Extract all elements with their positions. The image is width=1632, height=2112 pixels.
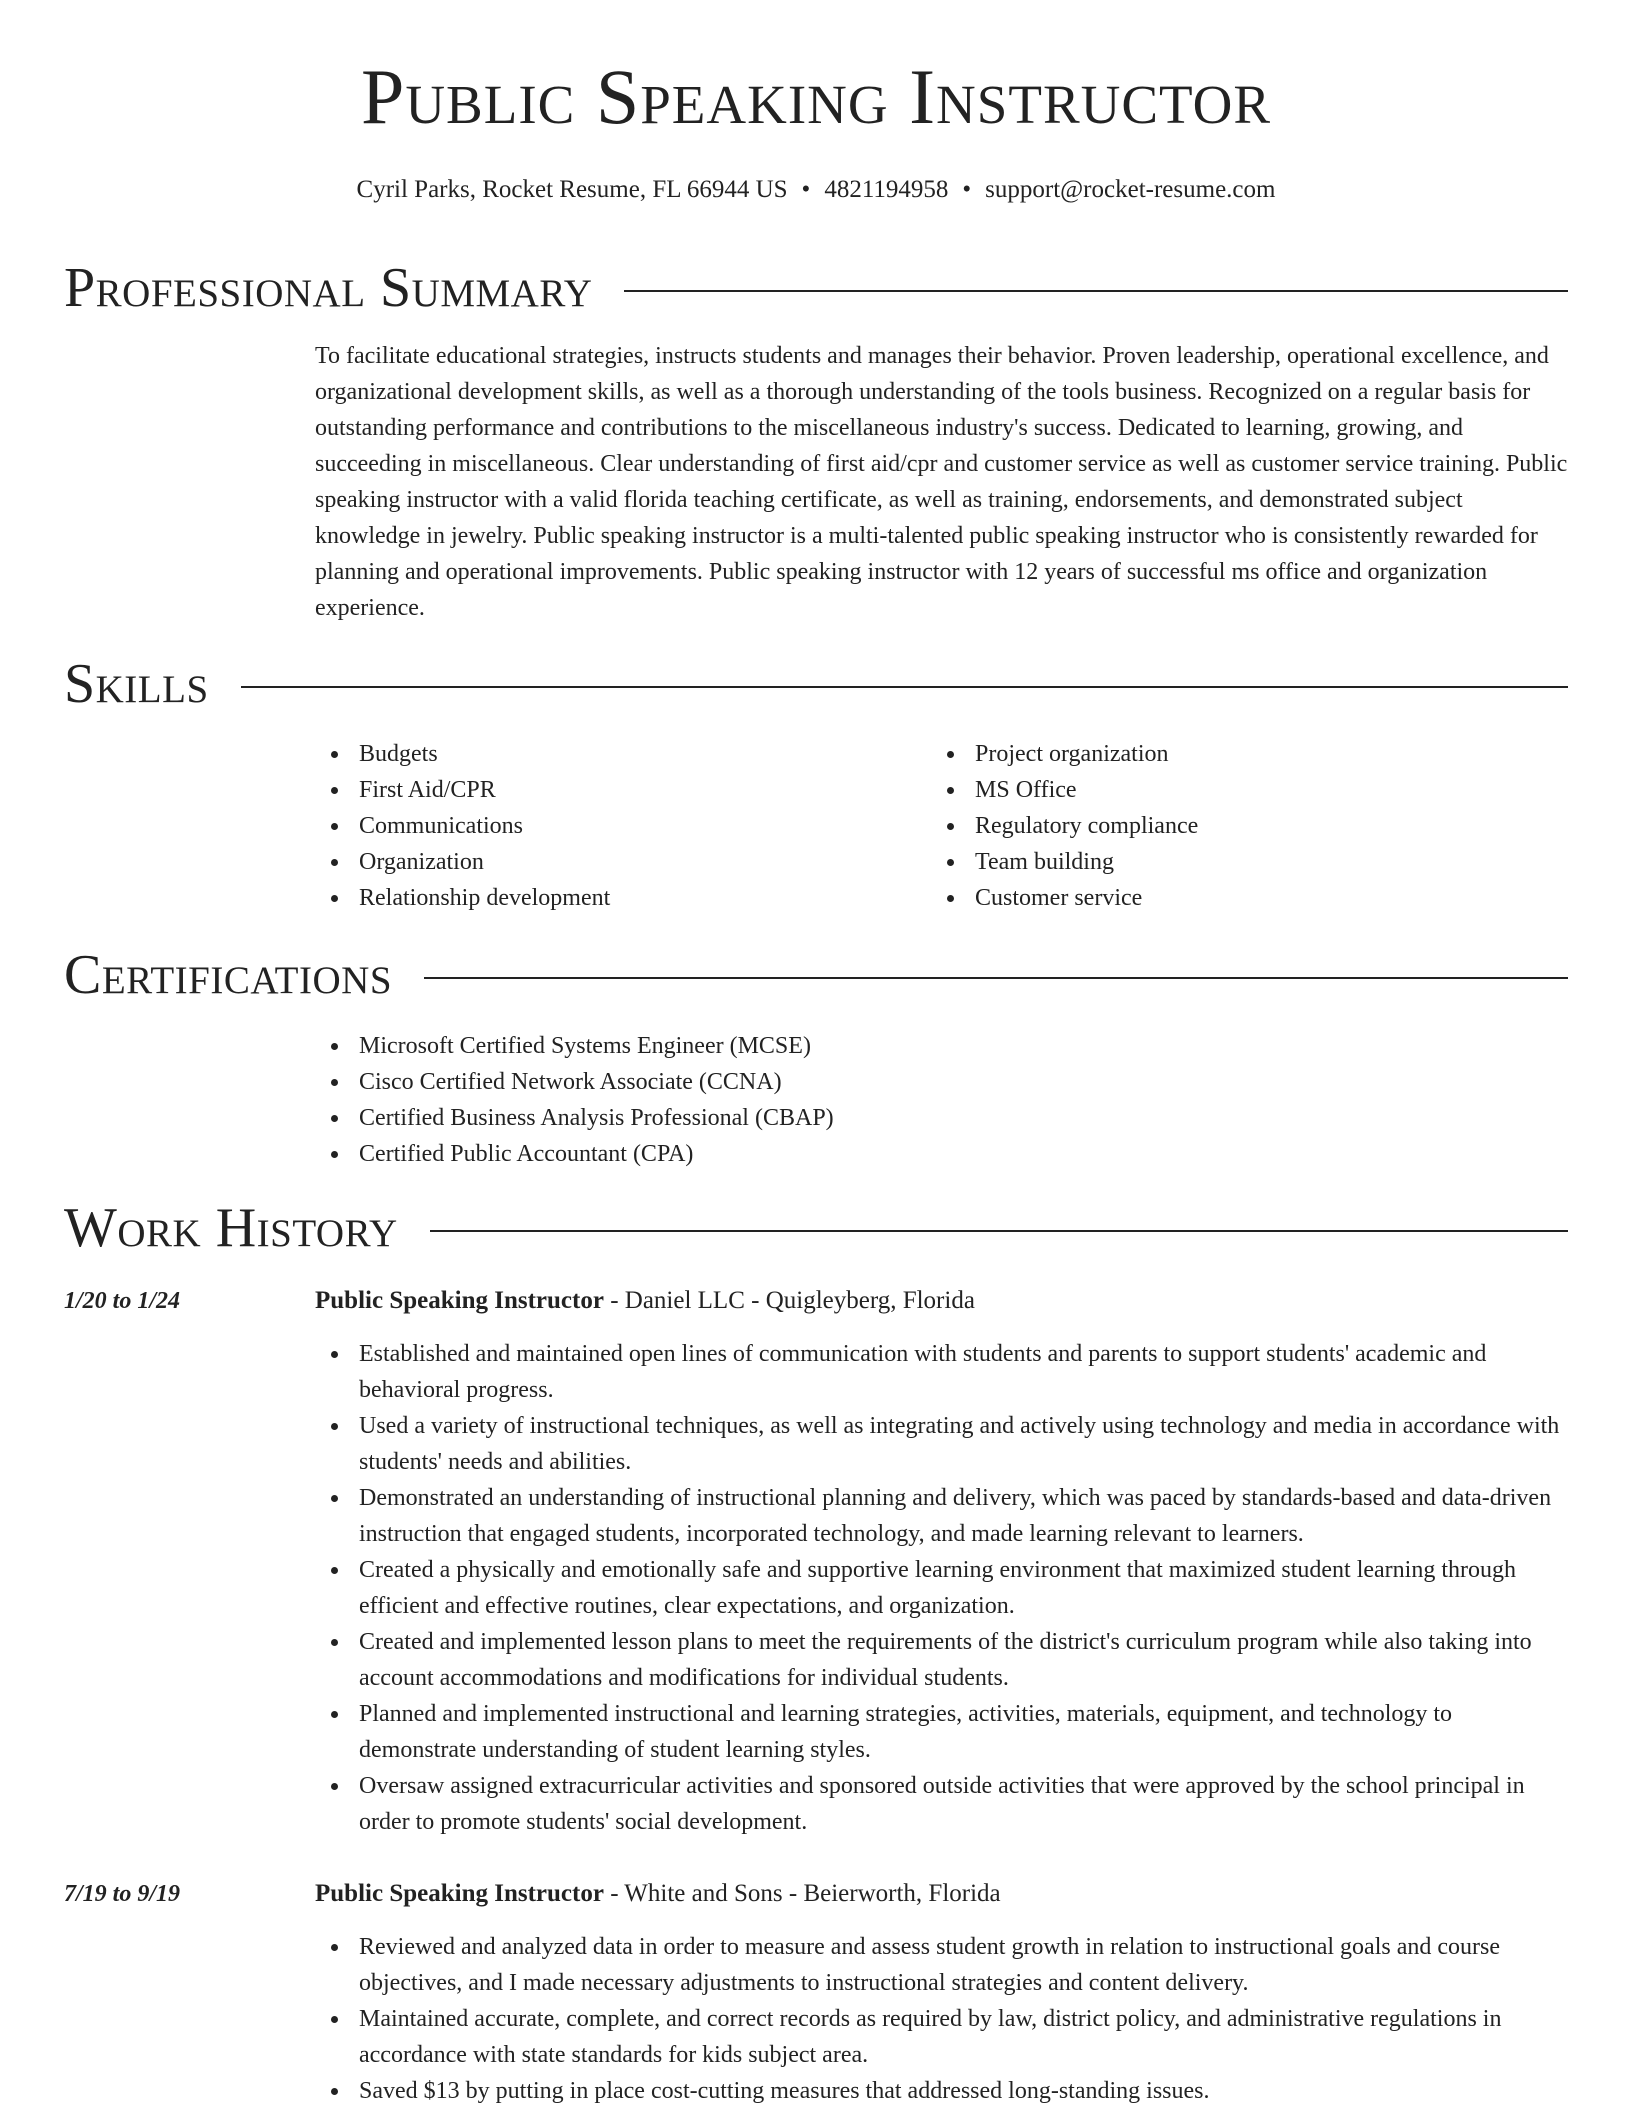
certification-item: Cisco Certified Network Associate (CCNA) [315, 1064, 1315, 1100]
skill-item: Budgets [315, 736, 875, 772]
contact-separator: • [801, 176, 811, 203]
section-heading: Work History [64, 1197, 398, 1259]
job-bullet: Created a physically and emotionally safe and supportive learning environment that maximized student learning through efficient and effective routines, clear expectations, and organization. [315, 1552, 1575, 1624]
skills-section-header [64, 653, 1568, 715]
contact-line [0, 175, 1632, 205]
job-details: - Daniel LLC - Quigleyberg, Florida [603, 1287, 975, 1314]
contact-separator: • [962, 176, 972, 203]
job-bullets [315, 1929, 1575, 2109]
skill-item: Project organization [931, 736, 1491, 772]
skill-item: Communications [315, 808, 875, 844]
job-bullet: Established and maintained open lines of communication with students and parents to support students' academic and behavioral progress. [315, 1336, 1575, 1408]
section-heading: Professional Summary [64, 257, 593, 319]
skill-item: First Aid/CPR [315, 772, 875, 808]
job-bullet: Maintained accurate, complete, and correct records as required by law, district policy, and administrative regulations in accordance with state standards for kids subject area. [315, 2001, 1575, 2073]
certification-item: Certified Public Accountant (CPA) [315, 1136, 1315, 1172]
contact-phone: 4821194958 [824, 176, 949, 203]
job-bullet: Created and implemented lesson plans to meet the requirements of the district's curriculum program while also taking into account accommodations and modifications for individual students. [315, 1624, 1575, 1696]
job-dates: 7/19 to 9/19 [64, 1881, 181, 1907]
job-bullet: Oversaw assigned extracurricular activities and sponsored outside activities that were approved by the school principal in order to promote students' social development. [315, 1768, 1575, 1840]
job-role: Public Speaking Instructor [315, 1880, 604, 1907]
page-title: Public Speaking Instructor [360, 53, 1272, 140]
job-bullet: Reviewed and analyzed data in order to measure and assess student growth in relation to instructional goals and course objectives, and I made necessary adjustments to instructional strategies and content delivery. [315, 1929, 1575, 2001]
skill-item: Relationship development [315, 880, 875, 916]
section-divider [424, 977, 1568, 979]
job-title-line [315, 1283, 975, 1319]
job-bullet: Demonstrated an understanding of instructional planning and delivery, which was paced by standards-based and data-driven instruction that engaged students, incorporated technology, and made learning relevant to learners. [315, 1480, 1575, 1552]
certifications-list [315, 1028, 1315, 1172]
job-dates: 1/20 to 1/24 [64, 1288, 181, 1314]
summary-section-header [64, 257, 1568, 319]
section-divider [430, 1230, 1568, 1232]
job-role: Public Speaking Instructor [315, 1287, 604, 1314]
certification-item: Microsoft Certified Systems Engineer (MCSE) [315, 1028, 1315, 1064]
work-history-section-header [64, 1197, 1568, 1259]
section-heading: Certifications [64, 944, 393, 1006]
job-bullets [315, 1336, 1575, 1840]
job-bullet: Planned and implemented instructional and learning strategies, activities, materials, equipment, and technology to demonstrate understanding of student learning styles. [315, 1696, 1575, 1768]
skill-item: Team building [931, 844, 1491, 880]
job-details: - White and Sons - Beierworth, Florida [603, 1880, 1001, 1907]
section-divider [624, 290, 1568, 292]
job-bullet: Saved $13 by putting in place cost-cutting measures that addressed long-standing issues. [315, 2073, 1575, 2109]
skills-list-right [931, 736, 1491, 916]
summary-text: To facilitate educational strategies, instructs students and manages their behavior. Proven leadership, operational excellence, and organizational development skills, as well as a thorough understanding of the tools business. Recognized on a regular basis for outstanding performance and contributions to the miscellaneous industry's success. Dedicated to learning, growing, and succeeding in miscellaneous. Clear understanding of first aid/cpr and customer service as well as customer service training. Public speaking instructor with a valid florida teaching certificate, as well as training, endorsements, and demonstrated subject knowledge in jewelry. Public speaking instructor is a multi-talented public speaking instructor who is consistently rewarded for planning and operational improvements. Public speaking instructor with 12 years of successful ms office and organization experience. [315, 343, 1568, 621]
section-divider [241, 686, 1568, 688]
job-bullet: Used a variety of instructional techniques, as well as integrating and actively using technology and media in accordance with students' needs and abilities. [315, 1408, 1575, 1480]
skills-list-left [315, 736, 875, 916]
certification-item: Certified Business Analysis Professional (CBAP) [315, 1100, 1315, 1136]
skill-item: Regulatory compliance [931, 808, 1491, 844]
skill-item: Customer service [931, 880, 1491, 916]
job-title-line [315, 1876, 1001, 1912]
contact-address: Cyril Parks, Rocket Resume, FL 66944 US [356, 176, 788, 203]
section-heading: Skills [64, 653, 209, 715]
contact-email[interactable]: support@rocket-resume.com [985, 176, 1276, 203]
certifications-section-header [64, 944, 1568, 1006]
skill-item: Organization [315, 844, 875, 880]
skill-item: MS Office [931, 772, 1491, 808]
